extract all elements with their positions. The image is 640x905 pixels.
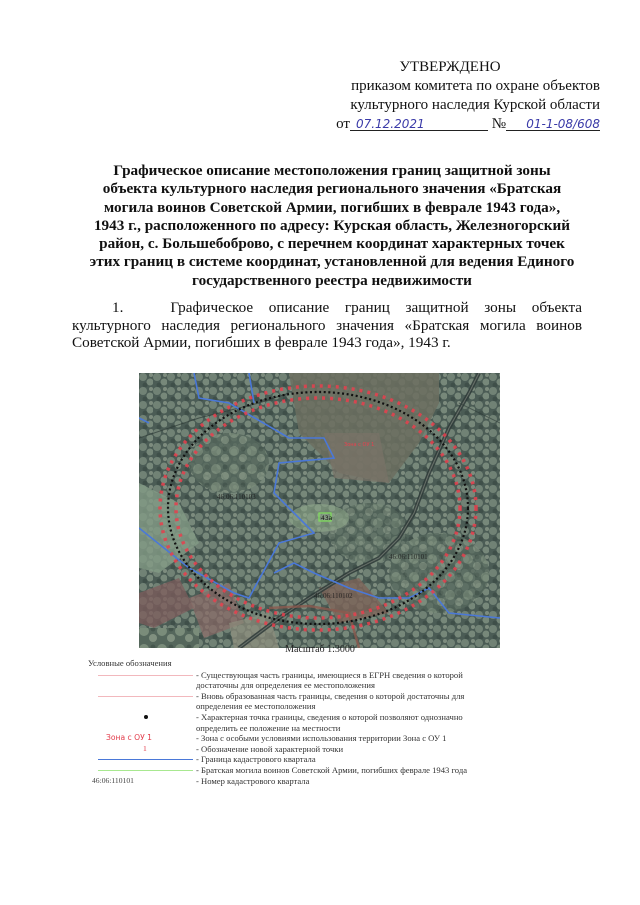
heading-line: район, с. Большебоброво, с перечнем координат характерных точек [99,235,565,253]
legend-symbol-quarter-number [88,776,196,787]
quarter-label-east: 46:06:110101 [389,553,428,561]
section-1-first-line [72,299,582,317]
section-1-line-1: Графическое описание границ защитной зоны объекта [170,299,583,316]
legend-text: достаточны для определения ее местоположения [196,680,375,691]
zone-text-icon: Зона с ОУ 1 [106,733,152,743]
approval-title: УТВЕРЖДЕНО [399,59,501,75]
heading-line: государственного реестра недвижимости [192,271,472,289]
map-scale: Масштаб 1:3000 [285,644,355,655]
blue-line-icon [98,759,193,760]
cadastral-number-icon: 46:06:110101 [92,775,134,785]
legend-item [88,776,508,787]
red-line-icon [98,696,193,697]
section-1-text: культурного наследия регионального значения «Братская могила воинов Советской Армии, погибших в феврале 1943 года», 1943 г. [72,316,582,352]
legend-item [88,670,508,691]
green-line-icon [98,770,193,771]
quarter-label-west: 46:06:110103 [217,493,256,501]
date-prefix: от [336,116,350,132]
legend-symbol-zone [88,733,196,744]
legend-symbol-existing-boundary [88,670,196,681]
legend-text: - Вновь образованная часть границы, сведения о которой достаточны для [196,690,465,701]
legend-item [88,712,508,733]
legend-text: - Номер кадастрового квартала [196,775,310,786]
legend-symbol-cadastral-boundary [88,754,196,765]
legend-symbol-new-boundary [88,691,196,702]
boundary-map [139,373,500,648]
approval-date-number-line [300,115,600,134]
handwritten-number: 01-1-08/608 [526,117,600,131]
document-heading [72,162,592,290]
zone-label: Зона с ОУ 1 [344,442,375,448]
heading-line: могила воинов Советской Армии, погибших в феврале 1943 года», [103,198,561,216]
legend-symbol-new-point [88,744,196,755]
legend-item [88,765,508,776]
satellite-map-graphic [139,373,500,648]
legend-item [88,691,508,712]
legend-text: - Братская могила воинов Советской Армии, погибших феврале 1943 года [196,764,468,775]
quarter-label-south: 46:06:110102 [314,592,353,600]
heading-line: объекта культурного наследия регионального значения «Братская [102,180,562,198]
heading-line: Графическое описание местоположения границ защитной зоны [113,162,551,179]
dot-icon [144,715,148,719]
red-line-icon [98,675,193,676]
section-1-paragraph [72,299,582,352]
section-number: 1. [112,299,124,316]
legend-text: - Характерная точка границы, сведения о которой позволяют однозначно [196,711,463,722]
legend-text: - Существующая часть границы, имеющиеся в ЕГРН сведения о которой [196,669,463,680]
handwritten-date: 07.12.2021 [355,117,425,131]
map-legend [88,658,508,786]
new-point-icon: 1 [143,743,147,753]
heading-line: 1943 г., расположенного по адресу: Курская область, Железногорский [93,216,571,234]
number-field [506,115,600,131]
legend-text: - Граница кадастрового квартала [196,754,316,765]
number-prefix: № [491,116,506,132]
object-label: 43а [321,515,333,522]
legend-text: определить ее положение на местности [196,722,341,733]
legend-item [88,754,508,765]
legend-text: - Обозначение новой характерной точки [196,743,344,754]
legend-text: - Зона с особыми условиями использования территории Зона с ОУ 1 [196,733,447,744]
legend-symbol-monument [88,765,196,776]
legend-item [88,733,508,744]
legend-text: определения ее местоположения [196,701,316,712]
legend-item [88,744,508,755]
approval-line-2: культурного наследия Курской области [350,97,600,113]
legend-symbol-point [88,712,196,723]
date-field [350,115,488,131]
legend-title: Условные обозначения [88,658,172,668]
approval-line-1: приказом комитета по охране объектов [351,78,600,94]
approval-block [300,58,600,134]
heading-line: этих границ в системе координат, установленной для ведения Единого [89,253,575,271]
